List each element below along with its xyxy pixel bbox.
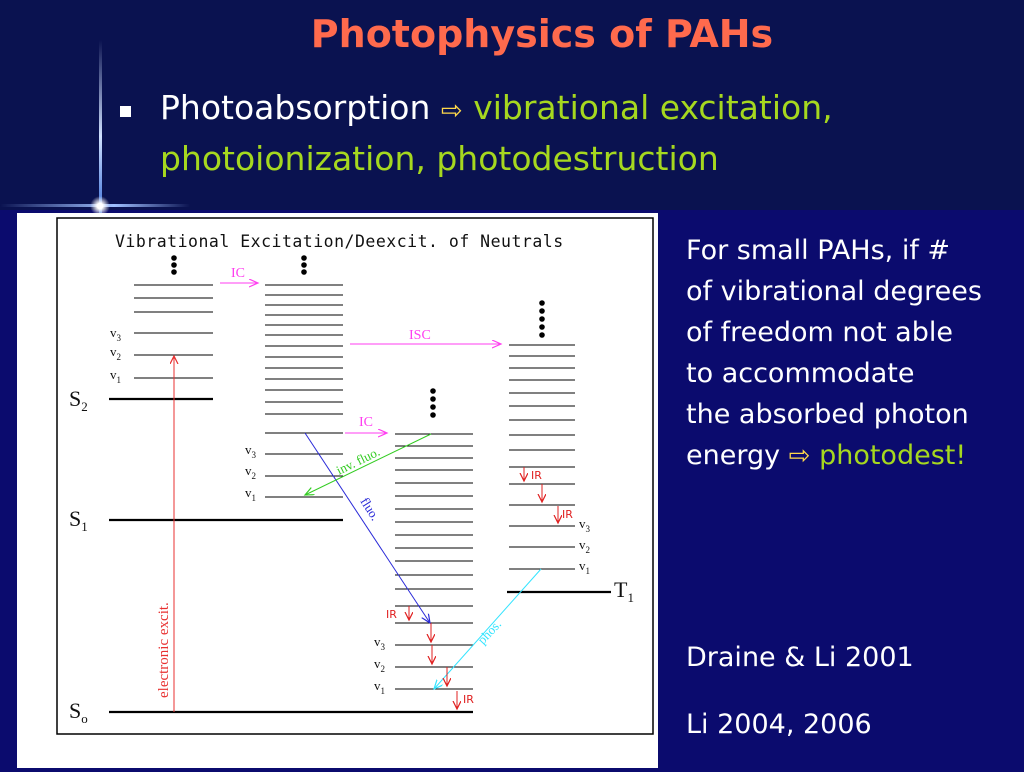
explanation-line: the absorbed photon [686, 399, 969, 430]
explanation-line: of freedom not able [686, 317, 953, 348]
arrow-right-icon: ⇨ [788, 441, 811, 471]
explanation-prefix: energy [686, 440, 781, 471]
phosphorescence-label: phos. [474, 616, 505, 648]
vib-label-v3: $v_3$ [110, 325, 121, 343]
ic-label-lower: IC [359, 415, 373, 430]
reference-2: Li 2004, 2006 [686, 709, 872, 740]
vib-label-v1: $v_1$ [579, 558, 590, 576]
vib-label-v2: $v_2$ [579, 537, 590, 555]
s2-state-label: $S_2$ [69, 386, 88, 414]
vib-label-v1: $v_1$ [245, 485, 256, 503]
explanation-line: to accommodate [686, 358, 915, 389]
vib-label-v1: $v_1$ [374, 678, 385, 696]
s2-dots [171, 255, 177, 275]
s0-state-label: $S_o$ [69, 698, 88, 726]
vib-label-v2: $v_2$ [245, 463, 256, 481]
s1-state-label: $S_1$ [69, 506, 88, 534]
s1-vib-labels [245, 442, 257, 503]
ir-label-t1-upper: IR [531, 469, 542, 482]
ir-label-s0-lower: IR [463, 693, 474, 706]
arrow-right-icon: ⇨ [440, 96, 463, 126]
decorative-vertical-line [99, 40, 102, 215]
slide-title: Photophysics of PAHs [310, 12, 774, 56]
vib-label-v2: $v_2$ [374, 656, 385, 674]
s0-vib-labels [374, 634, 386, 696]
explanation-highlight: photodest! [819, 440, 967, 471]
inverse-fluorescence-arrow [305, 434, 431, 495]
bullet-lead: Photoabsorption [160, 88, 431, 127]
reference-1: Draine & Li 2001 [686, 642, 914, 673]
isc-label: ISC [409, 328, 431, 343]
s1-dots [301, 255, 307, 275]
t1-vib-labels [579, 516, 591, 576]
t1-level-stack [507, 345, 611, 592]
s2-level-stack [109, 285, 213, 399]
explanation-line: of vibrational degrees [686, 276, 982, 307]
s0-dots [430, 388, 436, 418]
explanation-line-last [686, 435, 982, 477]
ir-decay-arrows [409, 467, 558, 709]
t1-state-label: $T_1$ [614, 577, 634, 605]
explanation-text [686, 230, 982, 477]
diagram-frame [57, 218, 653, 734]
electronic-excitation-label: electronic excit. [156, 602, 172, 698]
ir-label-t1-lower: IR [562, 508, 573, 521]
energy-level-diagram [17, 213, 658, 768]
vib-label-v3: $v_3$ [374, 634, 385, 652]
bullet-text [160, 84, 1000, 182]
vib-label-v1: $v_1$ [110, 367, 121, 385]
t1-dots [539, 300, 545, 338]
ir-label-s0-upper: IR [386, 608, 397, 621]
explanation-line: For small PAHs, if # [686, 235, 951, 266]
bullet-marker-icon [120, 106, 131, 117]
vib-label-v3: $v_3$ [245, 442, 256, 460]
s1-level-stack [109, 285, 343, 520]
inverse-fluorescence-label: inv. fluo. [333, 443, 383, 478]
diagram-title: Vibrational Excitation/Deexcit. of Neutrals [115, 232, 564, 251]
bullet-rest-line2: photoionization, photodestruction [160, 139, 719, 178]
vib-label-v3: $v_3$ [579, 516, 590, 534]
s2-vib-labels [110, 325, 122, 385]
fluorescence-label: fluo. [357, 494, 384, 524]
diagram-panel [17, 213, 658, 768]
vib-label-v2: $v_2$ [110, 344, 121, 362]
bullet-rest-line1: vibrational excitation, [473, 88, 833, 127]
ic-label-upper: IC [231, 266, 245, 281]
